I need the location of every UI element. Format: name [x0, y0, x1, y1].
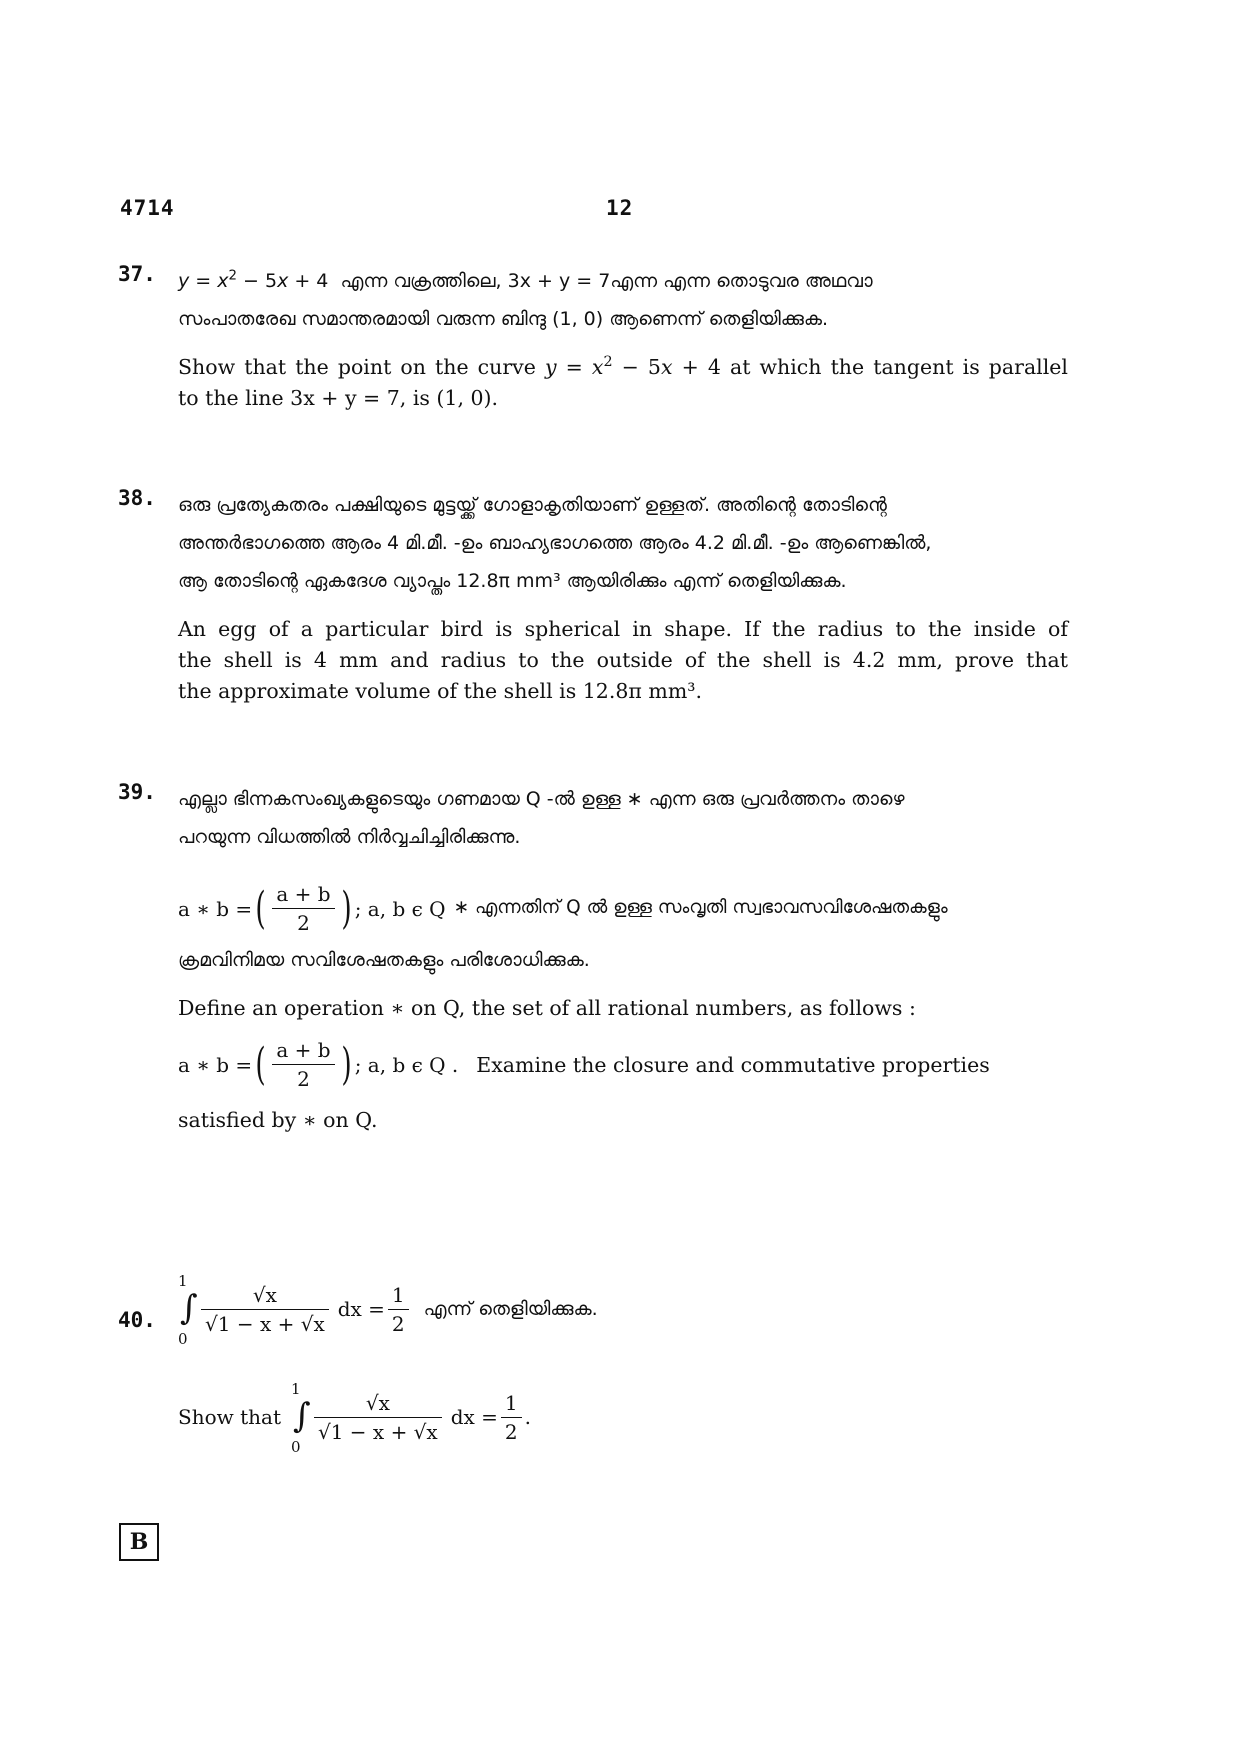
malayalam-line: ആ തോടിന്റെ ഏകദേശ വ്യാപ്തം 12.8π mm³ ആയിരിക്കും എന്ന് തെളിയിക്കുക. — [178, 570, 847, 592]
english-line: An egg of a particular bird is spherical in shape. If the radius to the inside of — [178, 617, 1068, 641]
question-39 — [118, 780, 1068, 1136]
question-37 — [118, 262, 1068, 414]
question-number: 37. — [118, 262, 156, 286]
english-line: the shell is 4 mm and radius to the outside of the shell is 4.2 mm, prove that — [178, 648, 1068, 672]
integral-en: Show that 1 ∫ 0 $\frac{√x}{√1 - x + √x}$ dx = $\frac{1}{2}$ . — [178, 1380, 531, 1456]
english-line: to the line 3x + y = 7, is (1, 0). — [178, 386, 499, 410]
page-number: 12 — [606, 196, 634, 220]
malayalam-line: ക്രമവിനിമയ സവിശേഷതകളും പരിശോധിക്കുക. — [178, 949, 590, 971]
english-line: Show that the point on the curve $y = x^2 - 5x + 4$ at which the tangent is parallel — [178, 354, 1068, 379]
malayalam-line: ഒരു പ്രത്യേകതരം പക്ഷിയുടെ മുട്ടയ്ക്ക് ഗോളാകൃതിയാണ് ഉള്ളത്. അതിന്റെ തോടിന്റെ — [178, 494, 887, 516]
english-line: satisfied by ∗ on Q. — [178, 1108, 378, 1132]
malayalam-line: എല്ലാ ഭിന്നകസംഖ്യകളുടെയും ഗണമായ Q -ൽ ഉള്ള ∗ എന്ന ഒരു പ്രവർത്തനം താഴെ — [178, 788, 905, 810]
malayalam-line: പറയുന്ന വിധത്തിൽ നിർവ്വചിച്ചിരിക്കുന്നു. — [178, 826, 521, 848]
question-number: 38. — [118, 486, 156, 510]
question-40 — [118, 1272, 1068, 1456]
operation-definition-en: a ∗ b = ( $\frac{a + b}{2}$ ) ; a, b ϵ Q . Examine the closure and commutative properties — [178, 1038, 990, 1091]
question-number: 39. — [118, 780, 156, 804]
integral-ml: 1 ∫ 0 $\frac{√x}{√1 - x + √x}$ dx = $\frac{1}{2}$ എന്ന് തെളിയിക്കുക. — [178, 1272, 598, 1348]
malayalam-line: $y = x^2 - 5x + 4$ എന്ന വക്രത്തിലെ, 3x + y = 7എന്ന എന്ന തൊടുവര അഥവാ — [178, 268, 873, 292]
integral-sign: 1 ∫ 0 — [178, 1272, 198, 1348]
operation-definition-ml: a ∗ b = ( $\frac{a + b}{2}$ ) ; a, b ϵ Q ∗ എന്നതിന് Q ൽ ഉള്ള സംവൃതി സ്വഭാവസവിശേഷതകളും — [178, 882, 948, 935]
version-box: B — [119, 1523, 159, 1561]
question-38 — [118, 486, 1068, 707]
integral-sign: 1 ∫ 0 — [290, 1380, 311, 1456]
english-line: Define an operation ∗ on Q, the set of all rational numbers, as follows : — [178, 996, 916, 1020]
malayalam-line: സംപാതരേഖ സമാന്തരമായി വരുന്ന ബിന്ദു (1, 0) ആണെന്ന് തെളിയിക്കുക. — [178, 308, 829, 330]
question-number: 40. — [118, 1308, 156, 1332]
paper-code: 4714 — [120, 196, 175, 220]
malayalam-line: അന്തർഭാഗത്തെ ആരം 4 മി.മീ. -ഉം ബാഹ്യഭാഗത്തെ ആരം 4.2 മി.മീ. -ഉം ആണെങ്കിൽ, — [178, 532, 932, 554]
english-line: the approximate volume of the shell is 12.8π mm³. — [178, 679, 702, 703]
